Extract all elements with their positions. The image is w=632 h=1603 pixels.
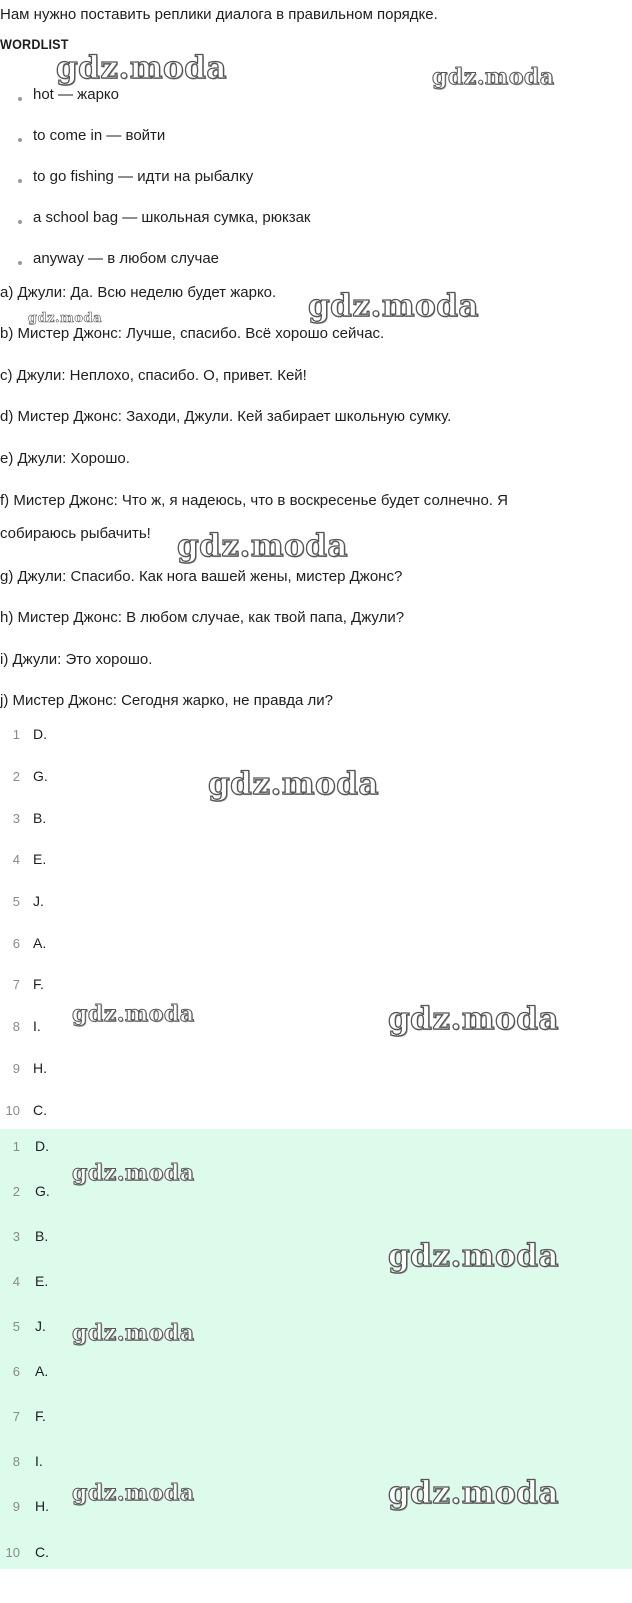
watermark: gdz.moda [72,1001,195,1027]
watermark: gdz.moda [308,288,479,324]
answer-number: 8 [12,1454,20,1469]
dialogue-line: h) Мистер Джонс: В любом случае, как твой папа, Джули? [0,609,405,626]
wordlist-item: anyway — в любом случае [33,250,219,267]
answer-number: 7 [12,1409,20,1424]
answer-number: 5 [12,1319,20,1334]
watermark: gdz.moda [432,64,555,90]
answer-number: 2 [12,769,20,784]
answer-number: 4 [12,852,20,867]
answer-value: C. [33,1102,47,1118]
answer-value: F. [33,976,44,992]
bullet-icon [18,179,22,183]
wordlist-item: a school bag — школьная сумка, рюкзак [33,209,311,226]
answer-number: 4 [12,1274,20,1289]
answer-number: 10 [5,1545,20,1560]
answer-number: 3 [12,1229,20,1244]
answer-number: 8 [12,1019,20,1034]
answer-value: G. [35,1183,50,1199]
answer-value: B. [35,1228,49,1244]
answer-number: 1 [12,1139,20,1154]
answer-value: A. [35,1363,49,1379]
answer-number: 3 [12,811,20,826]
dialogue-line: f) Мистер Джонс: Что ж, я надеюсь, что в воскресенье будет солнечно. Я [0,492,508,509]
answer-value: A. [33,935,47,951]
answer-value: H. [35,1498,49,1514]
dialogue-line: собираюсь рыбачить! [0,525,151,542]
bullet-icon [18,220,22,224]
answer-number: 5 [12,894,20,909]
answer-number: 9 [12,1061,20,1076]
watermark: gdz.moda [56,50,227,86]
answer-number: 2 [12,1184,20,1199]
wordlist-item: to go fishing — идти на рыбалку [33,168,254,185]
wordlist-item: hot — жарко [33,86,119,103]
dialogue-line: i) Джули: Это хорошо. [0,651,153,668]
answer-value: J. [35,1318,46,1334]
dialogue-line: a) Джули: Да. Всю неделю будет жарко. [0,284,277,301]
wordlist-title: WORDLIST [0,36,69,52]
answer-value: D. [35,1138,49,1154]
answer-value: J. [33,893,44,909]
dialogue-line: j) Мистер Джонс: Сегодня жарко, не правда ли? [0,692,333,709]
dialogue-line: g) Джули: Спасибо. Как нога вашей жены, мистер Джонс? [0,568,403,585]
dialogue-line: e) Джули: Хорошо. [0,450,130,467]
bullet-icon [18,138,22,142]
dialogue-line: d) Мистер Джонс: Заходи, Джули. Кей забирает школьную сумку. [0,408,452,425]
answer-value: B. [33,810,47,826]
watermark: gdz.moda [388,1475,559,1511]
watermark: gdz.moda [388,1238,559,1274]
answer-value: G. [33,768,48,784]
answer-value: I. [33,1018,41,1034]
watermark: gdz.moda [388,1001,559,1037]
answer-number: 9 [12,1499,20,1514]
answer-value: D. [33,726,47,742]
answer-number: 1 [12,727,20,742]
answer-value: I. [35,1453,43,1469]
watermark: gdz.moda [208,766,379,802]
dialogue-line: b) Мистер Джонс: Лучше, спасибо. Всё хорошо сейчас. [0,325,385,342]
watermark: gdz.moda [72,1320,195,1346]
wordlist-item: to come in — войти [33,127,166,144]
answer-number: 6 [12,936,20,951]
answer-number: 6 [12,1364,20,1379]
answer-number: 10 [5,1103,20,1118]
watermark: gdz.moda [72,1480,195,1506]
answer-value: C. [35,1544,49,1560]
answer-value: E. [35,1273,49,1289]
watermark: gdz.moda [28,311,103,326]
dialogue-line: c) Джули: Неплохо, спасибо. О, привет. Кей! [0,367,307,384]
bullet-icon [18,261,22,265]
watermark: gdz.moda [177,528,348,564]
intro-text: Нам нужно поставить реплики диалога в правильном порядке. [0,6,438,23]
answer-value: F. [35,1408,46,1424]
answer-value: E. [33,851,47,867]
bullet-icon [18,97,22,101]
watermark: gdz.moda [72,1160,195,1186]
answer-value: H. [33,1060,47,1076]
answer-number: 7 [12,977,20,992]
